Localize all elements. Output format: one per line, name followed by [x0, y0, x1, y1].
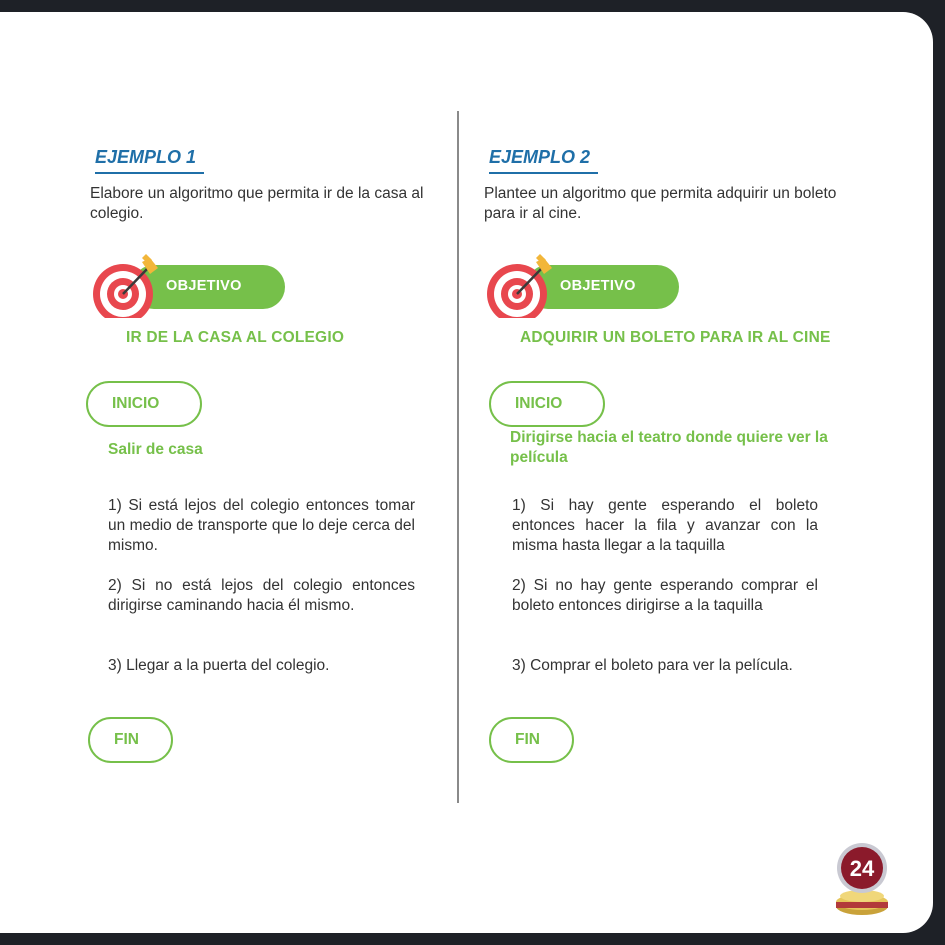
badge-text: 24 — [849, 856, 875, 881]
example-2-column — [394, 12, 837, 933]
example-1-column — [0, 12, 424, 933]
example-2-step-1: 1) Si hay gente esperando el boleto entonces hacer la fila y avanzar con la misma hasta llegar a la taquilla — [512, 497, 818, 554]
example-1-end: FIN — [88, 717, 173, 763]
example-2-heading: EJEMPLO 2 — [489, 147, 598, 174]
example-2-step-3: 3) Comprar el boleto para ver la película. — [512, 657, 793, 674]
target-icon — [92, 248, 162, 318]
example-1-step-3: 3) Llegar a la puerta del colegio. — [108, 657, 330, 674]
example-1-objective — [92, 248, 292, 318]
example-2-step-2: 2) Si no hay gente esperando comprar el boleto entonces dirigirse a la taquilla — [512, 577, 818, 614]
example-1-start: INICIO — [86, 381, 202, 427]
example-1-goal: IR DE LA CASA AL COLEGIO — [126, 329, 345, 346]
badge-24-icon — [833, 838, 891, 918]
example-2-prompt: Plantee un algoritmo que permita adquirir un boleto para ir al cine. — [484, 185, 837, 222]
page — [0, 12, 933, 933]
example-1-prompt: Elabore un algoritmo que permita ir de la casa al colegio. — [90, 185, 424, 222]
example-1-step-title: Salir de casa — [108, 441, 203, 458]
target-icon — [486, 248, 556, 318]
example-2-end: FIN — [489, 717, 574, 763]
example-2-start: INICIO — [489, 381, 605, 427]
example-1-step-2: 2) Si no está lejos del colegio entonces dirigirse caminando hacia él mismo. — [108, 577, 415, 614]
example-2-objective — [486, 248, 686, 318]
example-2-goal: ADQUIRIR UN BOLETO PARA IR AL CINE — [520, 329, 831, 346]
example-2-step-title: Dirigirse hacia el teatro donde quiere ver la película — [510, 429, 828, 466]
example-1-heading: EJEMPLO 1 — [95, 147, 204, 174]
objective-label: OBJETIVO — [560, 278, 636, 294]
objective-label: OBJETIVO — [166, 278, 242, 294]
example-1-step-1: 1) Si está lejos del colegio entonces tomar un medio de transporte que lo deje cerca del mismo. — [108, 497, 415, 554]
